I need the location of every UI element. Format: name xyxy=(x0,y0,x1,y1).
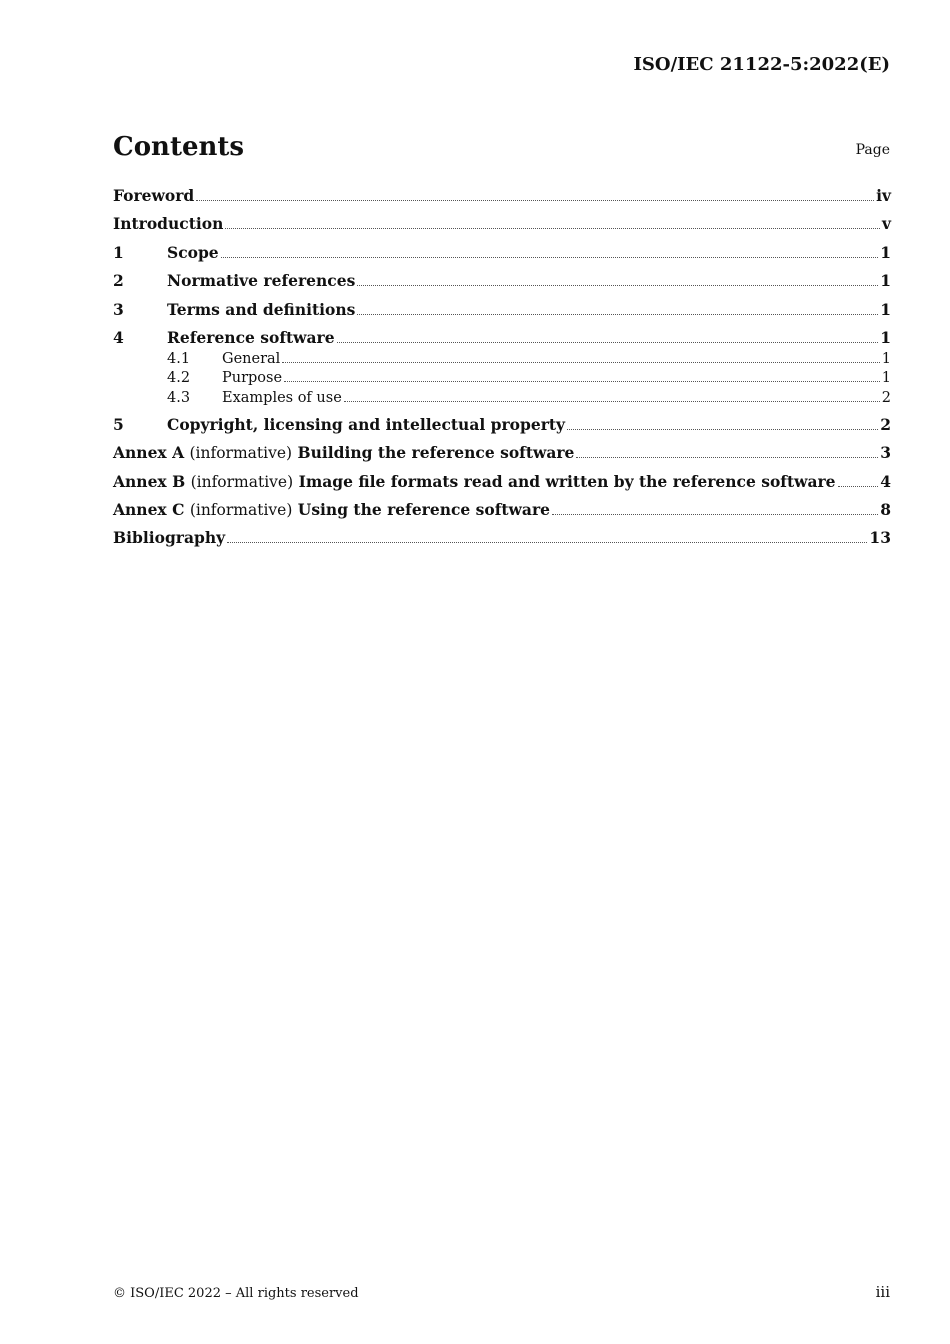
toc-page-number: 1 xyxy=(881,370,891,387)
toc-subentry-general[interactable] xyxy=(113,350,891,370)
toc-page-number: 3 xyxy=(880,443,891,463)
toc-entry-annex-a[interactable] xyxy=(113,441,891,465)
toc-number: 1 xyxy=(113,242,124,262)
dot-leader xyxy=(337,342,879,343)
toc-entry-annex-b[interactable] xyxy=(113,470,891,494)
annex-title: Image file formats read and written by the reference software xyxy=(298,471,836,491)
toc-entry-terms-and-definitions[interactable] xyxy=(113,298,891,322)
dot-leader xyxy=(196,200,874,201)
toc-label xyxy=(113,470,836,494)
toc-label: Introduction xyxy=(113,214,224,234)
toc-number: 4.2 xyxy=(167,370,191,387)
dot-leader xyxy=(225,228,880,229)
annex-type: (informative) xyxy=(189,444,293,463)
toc-page-number: 2 xyxy=(880,414,891,434)
toc-page-number: 1 xyxy=(880,299,891,319)
toc-label: Copyright, licensing and intellectual property xyxy=(167,414,566,434)
toc-label xyxy=(113,441,574,465)
toc-subentry-examples-of-use[interactable] xyxy=(113,389,891,409)
toc-entry-reference-software[interactable] xyxy=(113,326,891,350)
toc-entry-copyright[interactable] xyxy=(113,413,891,437)
annex-type: (informative) xyxy=(189,501,293,520)
toc-label: Examples of use xyxy=(222,389,342,406)
toc-label: Terms and definitions xyxy=(167,299,356,319)
toc-entry-normative-references[interactable] xyxy=(113,269,891,293)
dot-leader xyxy=(344,401,880,402)
document-id: ISO/IEC 21122-5:2022(E) xyxy=(633,54,890,75)
dot-leader xyxy=(838,486,879,487)
toc-page-number: 13 xyxy=(869,528,891,548)
annex-title: Using the reference software xyxy=(297,500,550,520)
annex-type: (informative) xyxy=(190,472,294,491)
table-of-contents xyxy=(113,184,891,555)
dot-leader xyxy=(357,314,878,315)
toc-entry-introduction[interactable] xyxy=(113,212,891,236)
annex-id: Annex A xyxy=(113,443,185,463)
toc-label: Normative references xyxy=(167,271,356,291)
toc-page-number: 8 xyxy=(880,500,891,520)
toc-number: 2 xyxy=(113,271,124,291)
toc-label: Foreword xyxy=(113,186,195,205)
toc-page-number: 1 xyxy=(880,242,891,262)
dot-leader xyxy=(284,381,880,382)
dot-leader xyxy=(221,257,879,258)
toc-page-number: iv xyxy=(876,186,891,205)
toc-page-number: 4 xyxy=(880,471,891,491)
dot-leader xyxy=(552,514,878,515)
dot-leader xyxy=(567,429,878,430)
toc-label xyxy=(113,498,550,522)
dot-leader xyxy=(227,542,867,543)
toc-number: 4.1 xyxy=(167,350,191,367)
toc-label: Reference software xyxy=(167,327,335,347)
contents-title: Contents xyxy=(113,132,245,162)
annex-id: Annex C xyxy=(113,500,185,520)
toc-number: 3 xyxy=(113,299,124,319)
dot-leader xyxy=(576,457,878,458)
toc-label: General xyxy=(222,350,281,367)
toc-label: Scope xyxy=(167,242,219,262)
toc-page-number: 1 xyxy=(881,350,891,367)
toc-page-number: 2 xyxy=(881,389,891,406)
annex-id: Annex B xyxy=(113,471,186,491)
toc-subentry-purpose[interactable] xyxy=(113,369,891,389)
toc-label: Bibliography xyxy=(113,528,226,548)
footer-copyright: © ISO/IEC 2022 – All rights reserved xyxy=(113,1286,359,1301)
toc-number: 4 xyxy=(113,327,124,347)
dot-leader xyxy=(282,362,879,363)
annex-title: Building the reference software xyxy=(297,443,575,463)
footer-page-number: iii xyxy=(875,1283,890,1301)
toc-number: 4.3 xyxy=(167,389,191,406)
dot-leader xyxy=(357,285,878,286)
toc-page-number: v xyxy=(881,214,891,234)
toc-page-number: 1 xyxy=(880,271,891,291)
toc-entry-bibliography[interactable] xyxy=(113,526,891,550)
toc-number: 5 xyxy=(113,414,124,434)
page-column-label: Page xyxy=(855,142,890,158)
toc-entry-scope[interactable] xyxy=(113,241,891,265)
toc-entry-foreword[interactable] xyxy=(113,184,891,208)
toc-page-number: 1 xyxy=(880,327,891,347)
toc-label: Purpose xyxy=(222,370,283,387)
toc-entry-annex-c[interactable] xyxy=(113,498,891,522)
